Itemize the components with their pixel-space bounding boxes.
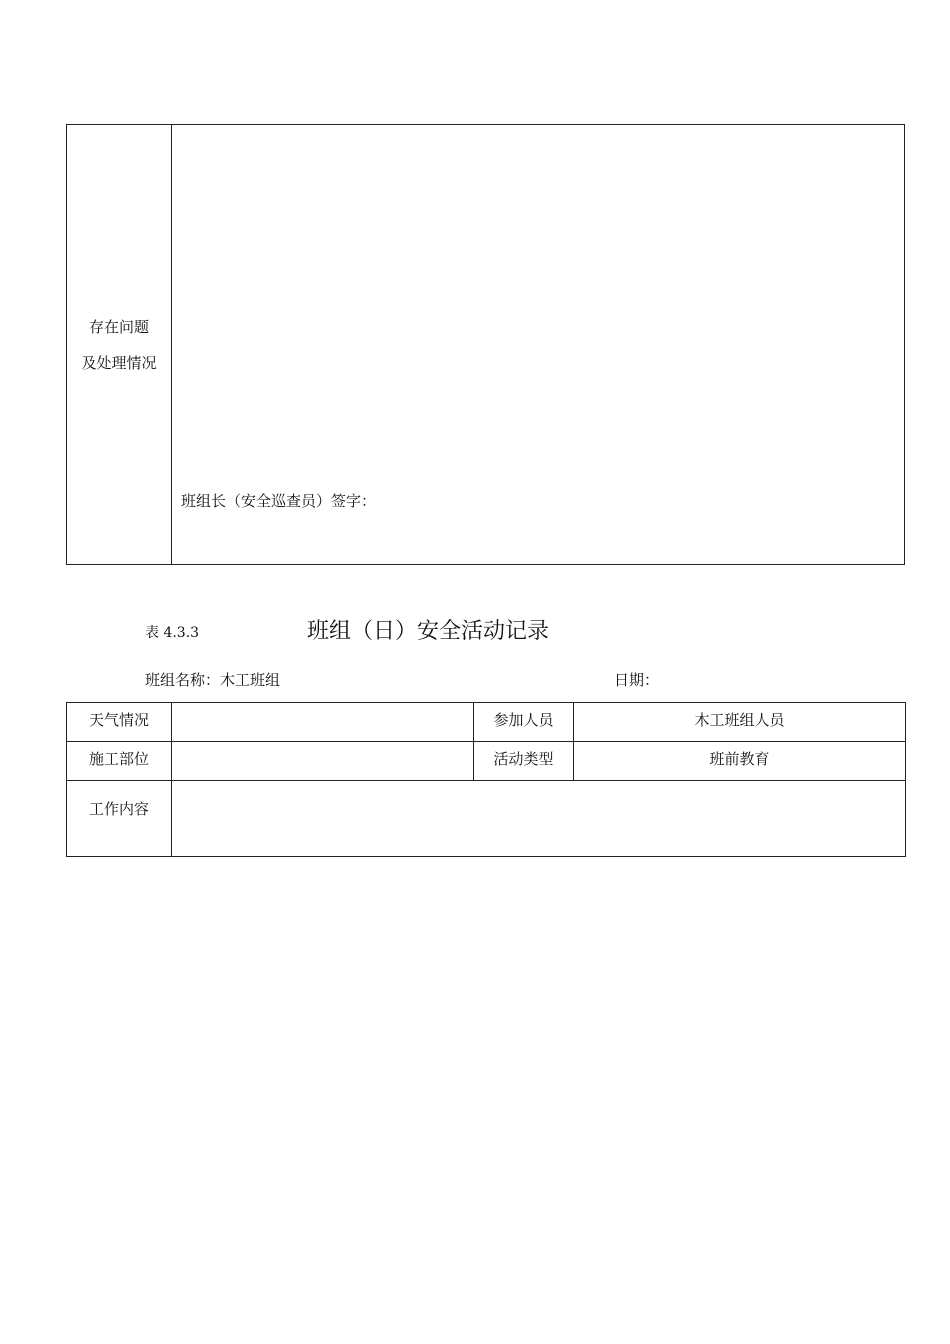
weather-value[interactable]: [172, 703, 474, 742]
signature-label: 班组长（安全巡查员）签字：: [181, 492, 377, 510]
problems-content-cell[interactable]: [172, 125, 905, 565]
table-row: [67, 703, 906, 742]
participants-label: 参加人员: [474, 703, 574, 742]
table-number: 表 4.3.3: [145, 625, 200, 641]
page-title: 班组（日）安全活动记录: [307, 619, 550, 644]
table-row: [67, 781, 906, 857]
table-row: [67, 742, 906, 781]
activity-type-value[interactable]: 班前教育: [574, 742, 906, 781]
location-value[interactable]: [172, 742, 474, 781]
work-content-value[interactable]: [172, 781, 906, 857]
location-label: 施工部位: [67, 742, 172, 781]
team-name: 班组名称：木工班组: [145, 671, 281, 689]
activity-record-table: [66, 702, 906, 857]
date-label: 日期：: [614, 671, 660, 689]
problems-table: [66, 124, 905, 565]
work-content-label: 工作内容: [67, 781, 172, 857]
weather-label: 天气情况: [67, 703, 172, 742]
activity-type-label: 活动类型: [474, 742, 574, 781]
participants-value[interactable]: 木工班组人员: [574, 703, 906, 742]
problems-label-cell: [67, 125, 172, 565]
problems-label-line2: 及处理情况: [81, 353, 157, 372]
problems-label-line1: 存在问题: [88, 317, 149, 336]
